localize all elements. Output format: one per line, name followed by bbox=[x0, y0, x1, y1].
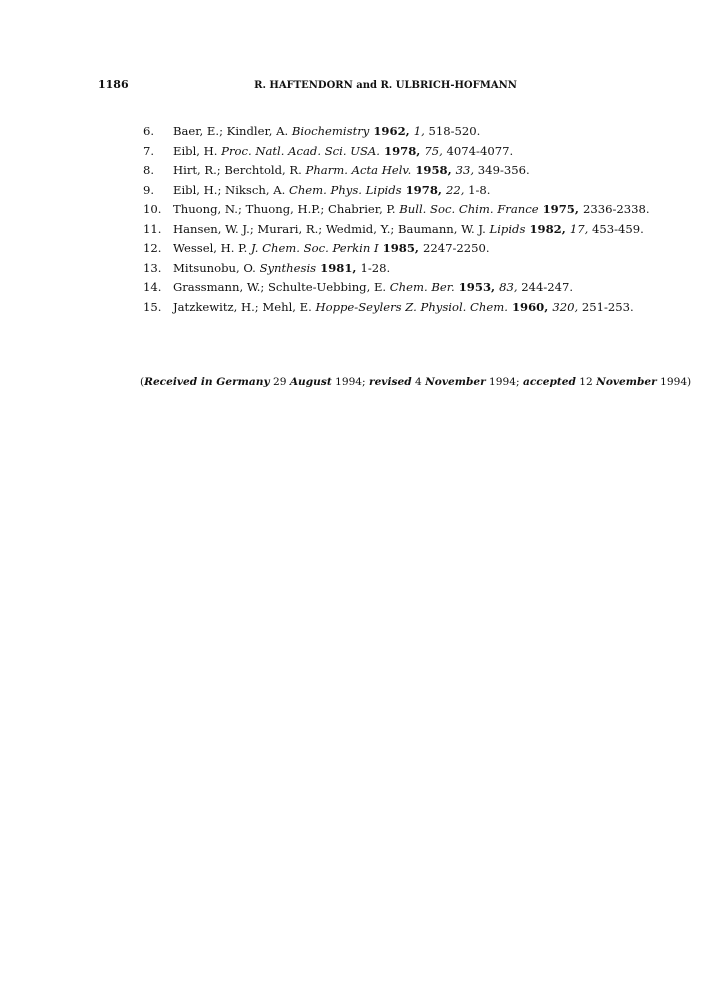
reference-year: 1982, bbox=[525, 221, 570, 236]
reference-item bbox=[143, 122, 663, 142]
reference-journal: Pharm. Acta Helv. bbox=[305, 163, 412, 177]
reference-number: 12. bbox=[143, 241, 162, 255]
reference-authors: Eibl, H.; Niksch, A. bbox=[173, 182, 289, 197]
reference-pages: 518-520. bbox=[424, 124, 481, 138]
reference-number: 9. bbox=[143, 182, 155, 197]
reference-pages: 4074-4077. bbox=[442, 143, 514, 158]
reference-journal: Synthesis bbox=[259, 260, 317, 275]
reference-item bbox=[143, 220, 663, 240]
reference-journal: Lipids bbox=[489, 221, 526, 236]
reference-item bbox=[143, 298, 663, 318]
reference-number: 14. bbox=[143, 280, 162, 294]
accepted-month: November bbox=[596, 376, 657, 388]
revised-month: November bbox=[425, 376, 486, 388]
reference-volume: 22, bbox=[445, 182, 465, 197]
reference-authors: Hansen, W. J.; Murari, R.; Wedmid, Y.; Baumann, W. J. bbox=[173, 221, 490, 236]
reference-pages: 1-8. bbox=[464, 182, 491, 197]
reference-journal: Chem. Phys. Lipids bbox=[288, 182, 402, 197]
accepted-label: accepted bbox=[522, 376, 576, 388]
reference-number: 7. bbox=[143, 143, 155, 158]
revised-label: revised bbox=[368, 376, 412, 388]
reference-volume: 33, bbox=[455, 163, 475, 177]
revised-year: 1994; bbox=[485, 376, 523, 388]
page-number: 1186 bbox=[98, 78, 129, 91]
reference-year: 1962, bbox=[369, 124, 414, 138]
reference-year: 1975, bbox=[538, 202, 583, 216]
reference-pages: 1-28. bbox=[360, 260, 391, 275]
reference-authors: Eibl, H. bbox=[173, 143, 222, 158]
received-year: 1994; bbox=[331, 376, 369, 388]
reference-pages: 244-247. bbox=[517, 280, 574, 294]
reference-authors: Thuong, N.; Thuong, H.P.; Chabrier, P. bbox=[173, 202, 400, 216]
reference-volume: 320, bbox=[552, 299, 579, 314]
reference-pages: 2247-2250. bbox=[423, 241, 490, 255]
reference-journal: Chem. Ber. bbox=[389, 280, 455, 294]
received-label: Received in Germany bbox=[144, 376, 270, 388]
running-head: R. HAFTENDORN and R. ULBRICH-HOFMANN bbox=[254, 80, 517, 91]
reference-number: 11. bbox=[143, 221, 162, 236]
reference-item bbox=[143, 239, 663, 259]
reference-item bbox=[143, 259, 663, 279]
reference-year: 1985, bbox=[378, 241, 423, 255]
reference-year: 1958, bbox=[411, 163, 456, 177]
reference-journal: Hoppe-Seylers Z. Physiol. Chem. bbox=[315, 299, 508, 314]
reference-number: 10. bbox=[143, 202, 162, 216]
reference-authors: Hirt, R.; Berchtold, R. bbox=[173, 163, 306, 177]
reference-volume: 83, bbox=[499, 280, 518, 294]
reference-item bbox=[143, 181, 663, 201]
reference-volume: 1, bbox=[413, 124, 425, 138]
received-month: August bbox=[289, 376, 332, 388]
reference-number: 6. bbox=[143, 124, 155, 138]
received-date: 29 bbox=[269, 376, 290, 388]
accepted-date: 12 bbox=[575, 376, 597, 388]
reference-number: 8. bbox=[143, 163, 155, 177]
reference-authors: Mitsunobu, O. bbox=[173, 260, 260, 275]
reference-year: 1978, bbox=[380, 143, 425, 158]
reference-year: 1978, bbox=[401, 182, 446, 197]
reference-item bbox=[143, 161, 663, 181]
reference-pages: 349-356. bbox=[474, 163, 530, 177]
reference-authors: Baer, E.; Kindler, A. bbox=[173, 124, 292, 138]
reference-journal: Bull. Soc. Chim. France bbox=[399, 202, 539, 216]
reference-item bbox=[143, 142, 663, 162]
reference-volume: 17, bbox=[569, 221, 589, 236]
reference-journal: Biochemistry bbox=[291, 124, 370, 138]
received-note: (Received in Germany 29 August 1994; revised 4 November 1994; accepted 12 November 1994) bbox=[140, 376, 692, 388]
reference-authors: Jatzkewitz, H.; Mehl, E. bbox=[173, 299, 316, 314]
reference-pages: 2336-2338. bbox=[582, 202, 650, 216]
reference-year: 1953, bbox=[454, 280, 500, 294]
reference-volume: 75, bbox=[424, 143, 443, 158]
reference-pages: 251-253. bbox=[578, 299, 634, 314]
reference-year: 1981, bbox=[316, 260, 361, 275]
reference-list bbox=[143, 122, 663, 317]
accepted-year: 1994) bbox=[656, 376, 692, 388]
reference-number: 13. bbox=[143, 260, 162, 275]
reference-item bbox=[143, 278, 663, 298]
reference-journal: Proc. Natl. Acad. Sci. USA. bbox=[221, 143, 380, 158]
revised-date: 4 bbox=[411, 376, 426, 388]
reference-number: 15. bbox=[143, 299, 162, 314]
reference-item bbox=[143, 200, 663, 220]
reference-journal: J. Chem. Soc. Perkin I bbox=[250, 241, 379, 255]
reference-pages: 453-459. bbox=[588, 221, 644, 236]
reference-authors: Grassmann, W.; Schulte-Uebbing, E. bbox=[173, 280, 390, 294]
reference-year: 1960, bbox=[507, 299, 553, 314]
reference-authors: Wessel, H. P. bbox=[173, 241, 251, 255]
